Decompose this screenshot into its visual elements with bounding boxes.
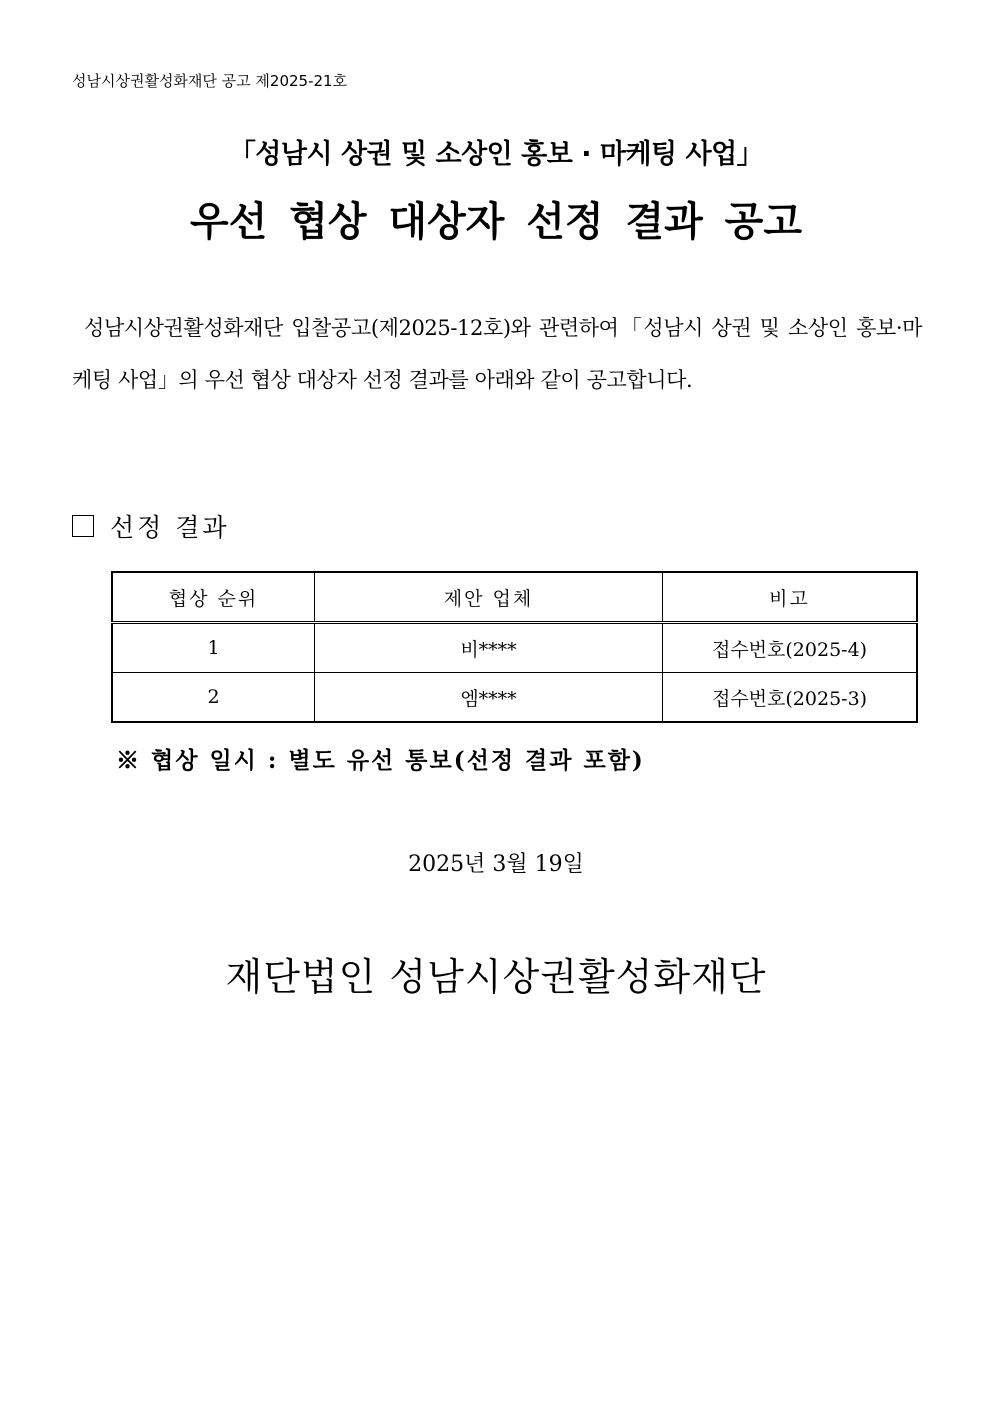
- intro-paragraph: 성남시상권활성화재단 입찰공고(제2025-12호)와 관련하여「성남시 상권 및 소상인 홍보·마케팅 사업」의 우선 협상 대상자 선정 결과를 아래와 같이 공고합니다.: [72, 316, 922, 392]
- project-title: 「성남시 상권 및 소상인 홍보 · 마케팅 사업」: [228, 139, 764, 170]
- table-row: [112, 673, 917, 723]
- page-title: 우선 협상 대상자 선정 결과 공고: [190, 199, 802, 245]
- notice-date: 2025년 3월 19일: [408, 852, 584, 877]
- organization-name: 재단법인 성남시상권활성화재단: [225, 955, 767, 999]
- cell-remarks: 접수번호(2025-4): [663, 623, 917, 673]
- cell-company: 엠****: [314, 673, 662, 723]
- checkbox-square-icon: [72, 515, 94, 537]
- negotiation-note: ※ 협상 일시 : 별도 유선 통보(선정 결과 포함): [116, 747, 645, 774]
- table-header-row: [112, 572, 917, 623]
- section-heading: [72, 508, 230, 544]
- table-row: [112, 623, 917, 673]
- header-rank: 협상 순위: [112, 572, 314, 623]
- cell-remarks: 접수번호(2025-3): [663, 673, 917, 723]
- header-company: 제안 업체: [314, 572, 662, 623]
- result-table: [111, 571, 918, 723]
- section-title: 선정 결과: [110, 513, 230, 542]
- cell-company: 비****: [314, 623, 662, 673]
- header-remarks: 비고: [663, 572, 917, 623]
- notice-number: 성남시상권활성화재단 공고 제2025-21호: [72, 72, 348, 90]
- cell-rank: 1: [112, 623, 314, 673]
- cell-rank: 2: [112, 673, 314, 723]
